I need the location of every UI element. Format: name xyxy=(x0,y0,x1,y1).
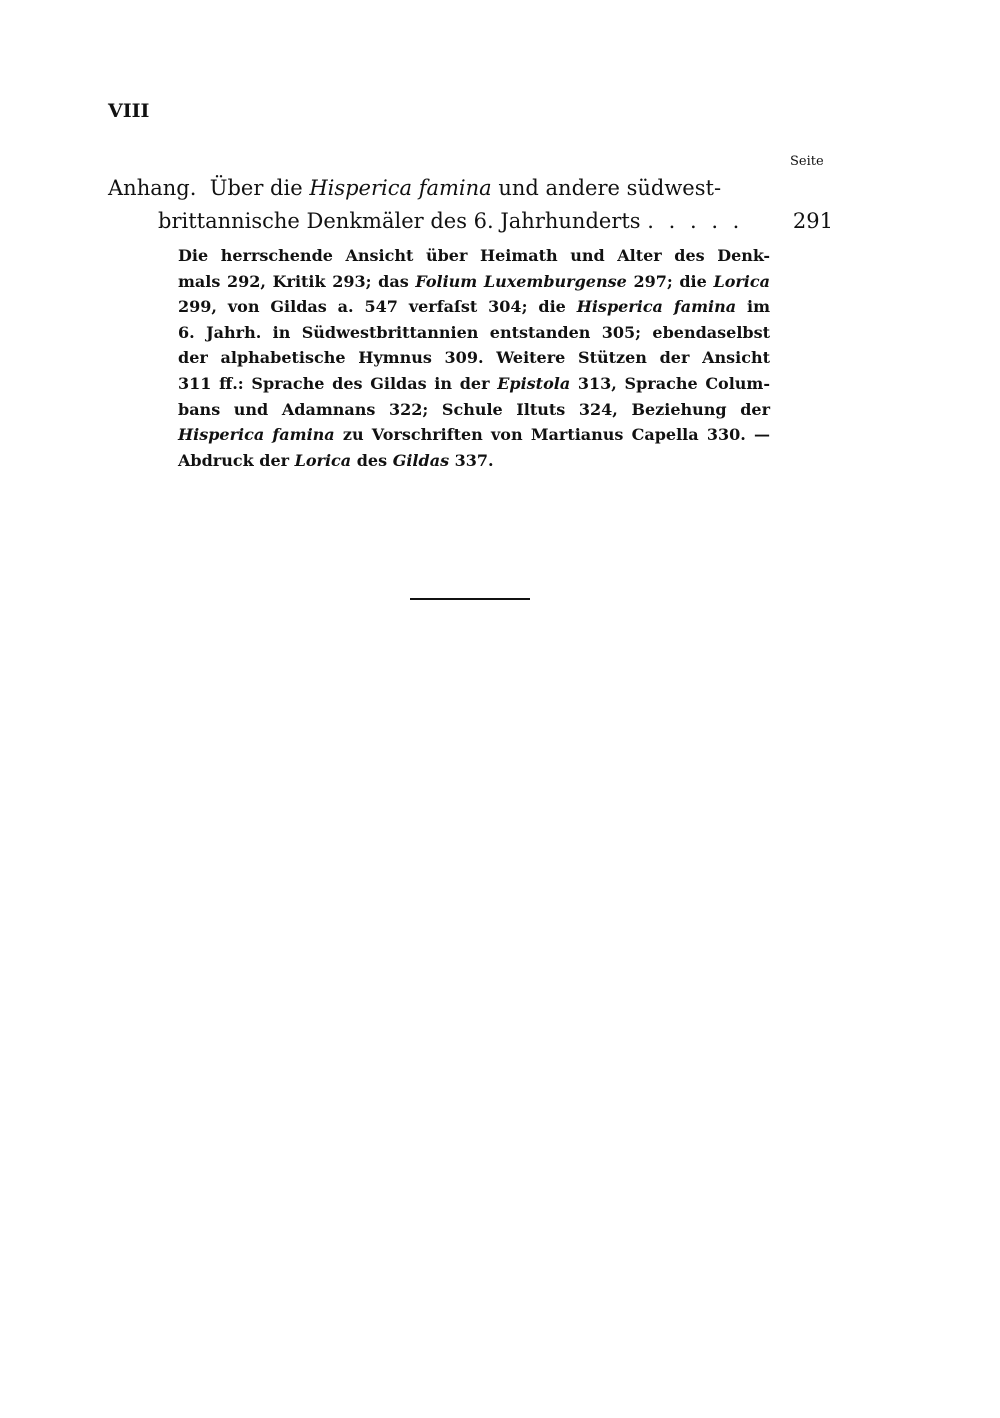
summary-line xyxy=(178,422,770,448)
summary-text: 311 ff.: Sprache des Gildas in der xyxy=(178,373,498,393)
entry-label: Anhang. xyxy=(108,176,197,200)
entry-summary xyxy=(178,243,770,473)
entry-title-line2: brittannische Denkmäler des 6. Jahrhunderts xyxy=(158,209,641,233)
summary-line xyxy=(178,320,770,346)
summary-text: des xyxy=(351,450,393,470)
summary-italic-text: Hisperica famina xyxy=(178,425,335,445)
summary-line xyxy=(178,345,770,371)
summary-text: bans und Adamnans 322; Schule Iltuts 324, Beziehung der xyxy=(178,399,770,419)
summary-text: 299, von Gildas a. 547 verfaſst 304; die xyxy=(178,297,577,317)
section-rule xyxy=(410,598,530,600)
summary-line xyxy=(178,448,770,474)
column-label-seite: Seite xyxy=(790,154,824,169)
toc-entry xyxy=(108,172,833,238)
summary-italic-text: Folium Luxemburgense xyxy=(415,271,627,291)
leader-dots: . . . . . xyxy=(647,209,744,233)
summary-text: 297; die xyxy=(626,271,714,291)
page-number: VIII xyxy=(108,100,150,122)
summary-text: 337. xyxy=(449,450,494,470)
summary-line xyxy=(178,294,770,320)
summary-italic-text: Lorica xyxy=(294,450,352,470)
summary-text: 313, Sprache Colum- xyxy=(570,373,771,393)
summary-line xyxy=(178,269,770,295)
entry-title-pre: Über die xyxy=(209,176,303,200)
entry-page-number: 291 xyxy=(792,209,833,233)
summary-line xyxy=(178,371,770,397)
summary-text: mals 292, Kritik 293; das xyxy=(178,271,416,291)
entry-title-post: und andere südwest- xyxy=(498,176,722,200)
summary-line xyxy=(178,397,770,423)
entry-title-italic: Hisperica famina xyxy=(309,176,492,200)
summary-italic-text: Epistola xyxy=(497,373,571,393)
summary-italic-text: Gildas xyxy=(392,450,450,470)
summary-text: Die herrschende Ansicht über Heimath und Alter des Denk- xyxy=(178,246,770,265)
summary-text: zu Vorschriften von Martianus Capella 330. — xyxy=(334,425,770,445)
summary-italic-text: Hisperica famina xyxy=(576,297,737,317)
entry-second-line xyxy=(108,205,833,238)
summary-text: der alphabetische Hymnus 309. Weitere Stützen der Ansicht xyxy=(178,348,770,368)
summary-text: im xyxy=(736,297,771,317)
summary-line xyxy=(178,243,770,269)
summary-text: Abdruck der xyxy=(178,450,295,470)
summary-italic-text: Lorica xyxy=(713,271,770,291)
entry-title-line xyxy=(108,172,833,205)
summary-text: 6. Jahrh. in Südwestbrittannien entstanden 305; ebendaselbst xyxy=(178,322,770,342)
